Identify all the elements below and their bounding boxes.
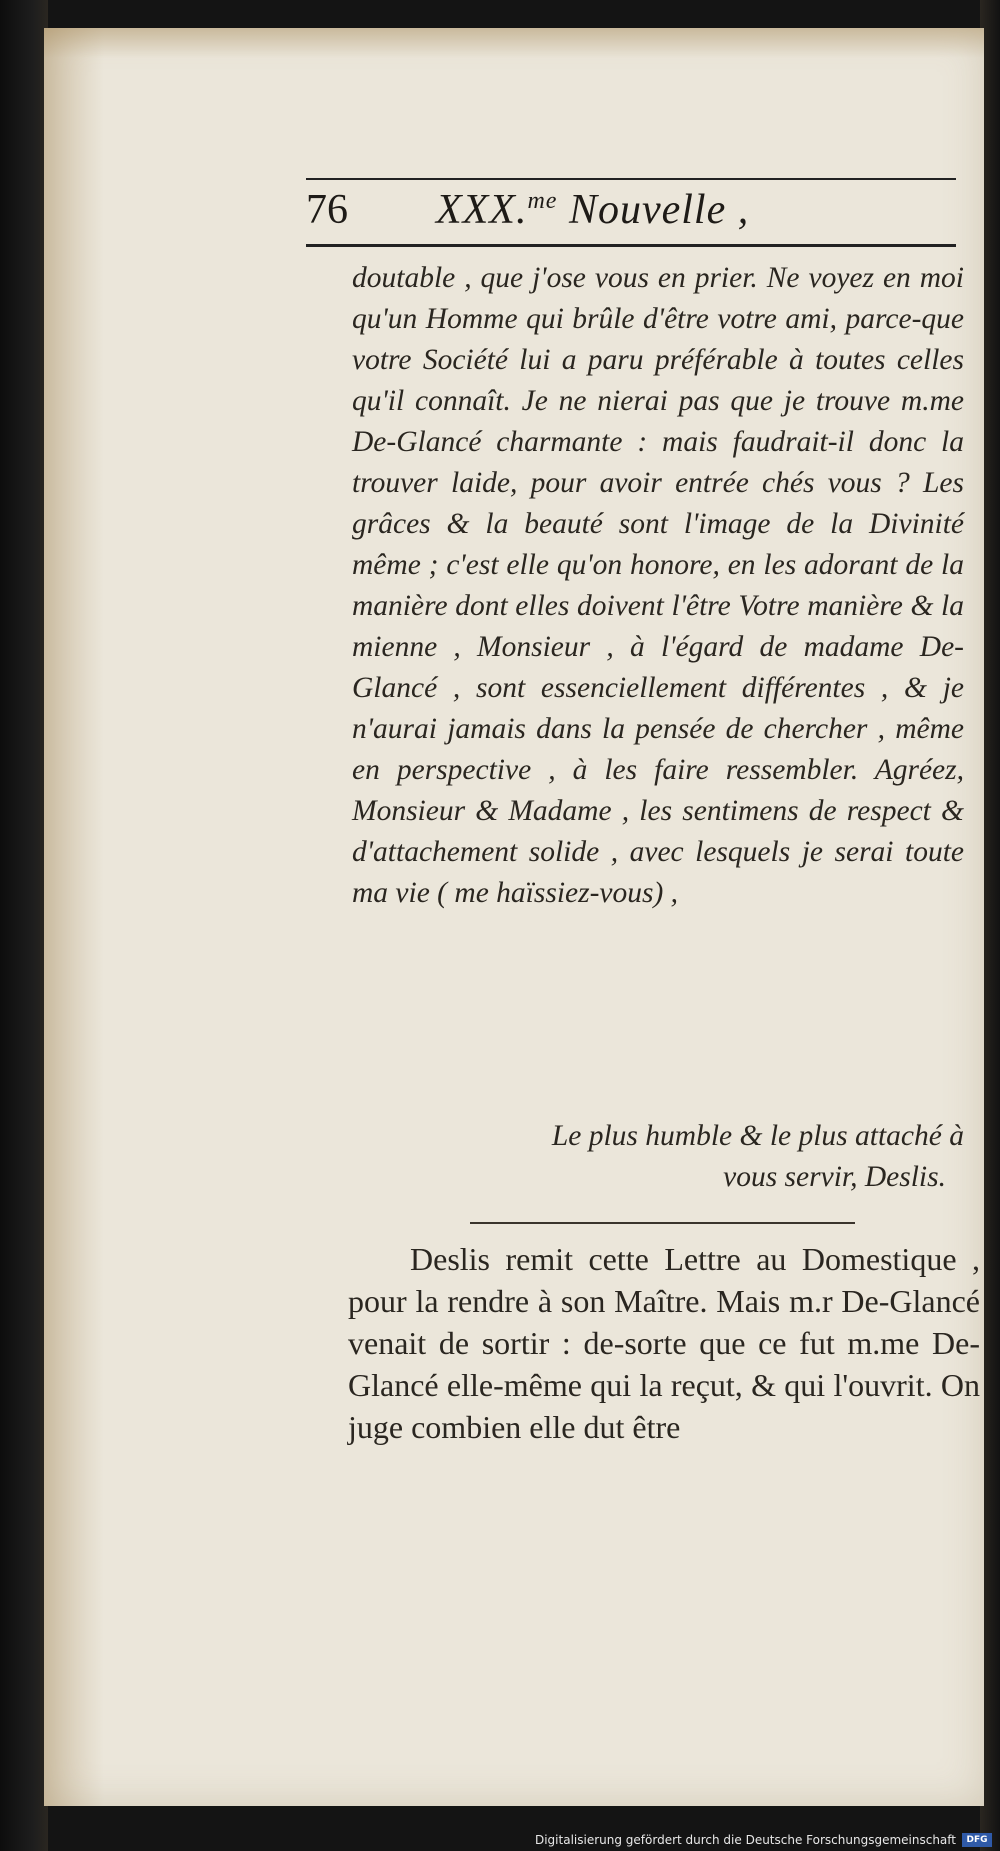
header-rule-top bbox=[306, 178, 956, 180]
digitization-credit bbox=[535, 1833, 992, 1847]
header-rule-bottom bbox=[306, 244, 956, 247]
book-spine-left bbox=[0, 0, 48, 1851]
dfg-logo: DFG bbox=[962, 1833, 992, 1847]
closing-line: Le plus humble & le plus attaché à bbox=[551, 1120, 964, 1152]
running-title: XXX.$^{me}$ Nouvelle , bbox=[436, 187, 750, 233]
credit-text: Digitalisierung gefördert durch die Deutsche Forschungsgemeinschaft bbox=[534, 1833, 956, 1847]
letter-closing bbox=[440, 1116, 964, 1198]
signature: vous servir, Deslis. bbox=[723, 1161, 946, 1193]
section-divider bbox=[470, 1222, 855, 1224]
letter-text: doutable , que j'ose vous en prier. Ne voyez en moi qu'un Homme qui brûle d'être votre ami, parce-que votre Société lui a paru préférable à toutes celles qu'il connaît. Je ne nierai pas que je trouve m.me De-Glancé charmante : mais faudrait-il donc la trouver laide, pour avoir entrée chés vous ? Les grâces & la beauté sont l'image de la Divinité même ; c'est elle qu'on honore, en les adorant de la manière dont elles doivent l'être Votre manière & la mienne , Monsieur , à l'égard de madame De-Glancé , sont essenciellement différentes , & je n'aurai jamais dans la pensée de chercher , même en perspective , à les faire ressembler. Agréez, Monsieur & Madame , les sentimens de respect & d'attachement solide , avec lesquels je serai toute ma vie ( me haïssiez-vous) , bbox=[352, 262, 964, 909]
running-header bbox=[306, 186, 956, 242]
narrative-paragraph: Deslis remit cette Lettre au Domestique , pour la rendre à son Maître. Mais m.r De-Glancé venait de sortir : de-sorte que ce fut m.me De-Glancé elle-même qui la reçut, & qui l'ouvrit. On juge combien elle dut être bbox=[348, 1241, 980, 1445]
page-number: 76 bbox=[306, 187, 348, 233]
